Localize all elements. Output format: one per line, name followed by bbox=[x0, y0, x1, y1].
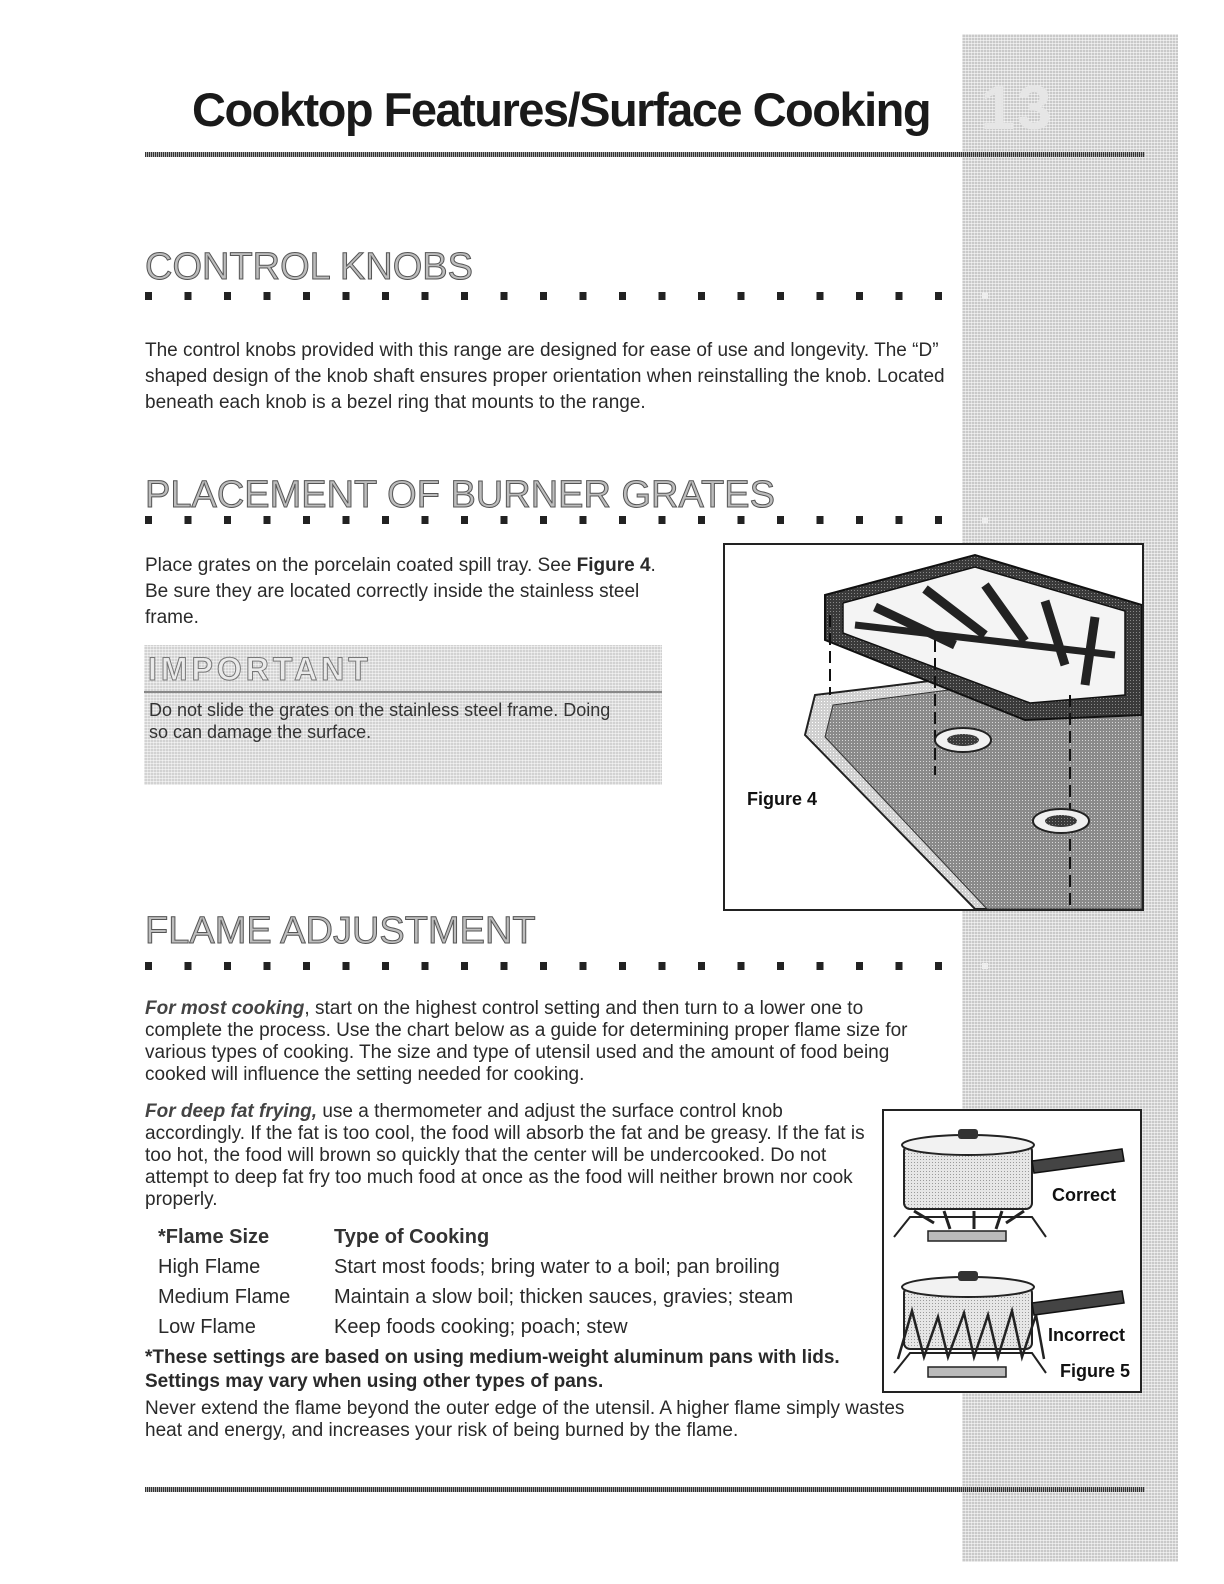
important-text: Do not slide the grates on the stainless steel frame. Doing so can damage the surface. bbox=[149, 700, 611, 742]
correct-label: Correct bbox=[1052, 1185, 1117, 1205]
burner-grates-text-before: Place grates on the porcelain coated spill tray. See bbox=[145, 555, 577, 576]
control-knobs-heading: CONTROL KNOBS bbox=[145, 246, 473, 288]
burner-grates-text bbox=[145, 553, 675, 631]
figure-4-reference: Figure 4 bbox=[576, 555, 651, 576]
table-cell: Start most foods; bring water to a boil; pan broiling bbox=[334, 1256, 780, 1278]
table-header: Type of Cooking bbox=[334, 1226, 490, 1248]
figure-5 bbox=[882, 1109, 1142, 1393]
table-row bbox=[158, 1316, 793, 1346]
table-cell: Keep foods cooking; poach; stew bbox=[334, 1316, 628, 1338]
figure-5-label: Figure 5 bbox=[1060, 1361, 1131, 1381]
deep-fat-paragraph bbox=[145, 1101, 870, 1211]
page-number: 13 bbox=[980, 74, 1054, 143]
table-row bbox=[158, 1256, 793, 1286]
control-knobs-divider-light bbox=[982, 293, 1152, 299]
control-knobs-divider bbox=[145, 292, 945, 300]
table-row bbox=[158, 1286, 793, 1316]
deep-fat-lead: For deep fat frying, bbox=[145, 1101, 318, 1122]
title-rule bbox=[145, 152, 1145, 157]
table-cell: High Flame bbox=[158, 1256, 261, 1278]
burner-grates-divider-light bbox=[982, 517, 1152, 523]
burner-grates-divider bbox=[145, 516, 945, 524]
flame-warning-paragraph: Never extend the flame beyond the outer edge of the utensil. A higher flame simply wastes heat and energy, and increases your risk of being burned by the flame. bbox=[145, 1398, 905, 1441]
table-header: *Flame Size bbox=[158, 1226, 270, 1248]
important-title: IMPORTANT bbox=[148, 651, 372, 687]
table-cell: Low Flame bbox=[158, 1316, 256, 1338]
flame-size-table bbox=[158, 1226, 793, 1346]
most-cooking-lead: For most cooking bbox=[145, 998, 305, 1019]
most-cooking-paragraph bbox=[145, 998, 945, 1086]
flame-adjustment-divider bbox=[145, 962, 945, 970]
burner-grates-heading: PLACEMENT OF BURNER GRATES bbox=[145, 474, 775, 516]
settings-note: *These settings are based on using medium-weight aluminum pans with lids. Settings may vary when using other types of pans. bbox=[145, 1347, 840, 1392]
important-box bbox=[144, 645, 662, 785]
pan-flame-illustration bbox=[884, 1111, 1140, 1391]
figure-4 bbox=[723, 543, 1144, 911]
burner-grates-text-after: . Be sure they are located correctly inside the stainless steel frame. bbox=[145, 555, 656, 628]
deep-fat-text: use a thermometer and adjust the surface control knob accordingly. If the fat is too cool, the food will absorb the fat and be greasy. If the fat is too hot, the food will brown so quickly that the center will be undercooked. Do not attempt to deep fat fry too much food at once as the food will neither brown nor cook properly. bbox=[145, 1101, 865, 1210]
table-cell: Maintain a slow boil; thicken sauces, gravies; steam bbox=[334, 1286, 794, 1308]
burner-grate-illustration bbox=[725, 545, 1142, 909]
table-header-row bbox=[158, 1226, 793, 1256]
figure-4-label: Figure 4 bbox=[747, 789, 818, 809]
flame-adjustment-heading: FLAME ADJUSTMENT bbox=[145, 910, 536, 952]
control-knobs-text: The control knobs provided with this range are designed for ease of use and longevity. The “D” shaped design of the knob shaft ensures proper orientation when reinstalling the knob. Located beneath each knob is a bezel ring that mounts to the range. bbox=[145, 340, 945, 413]
incorrect-label: Incorrect bbox=[1048, 1325, 1126, 1345]
important-rule bbox=[144, 691, 662, 693]
page-title: Cooktop Features/Surface Cooking bbox=[192, 83, 931, 136]
flame-adjustment-divider-light bbox=[982, 963, 1152, 969]
most-cooking-text: , start on the highest control setting and then turn to a lower one to complete the process. Use the chart below as a guide for determining proper flame size for various types of cooking. The size and type of utensil used and the amount of food being cooked will influence the setting needed for cooking. bbox=[145, 998, 908, 1085]
bottom-rule bbox=[145, 1487, 1145, 1492]
table-cell: Medium Flame bbox=[158, 1286, 291, 1308]
